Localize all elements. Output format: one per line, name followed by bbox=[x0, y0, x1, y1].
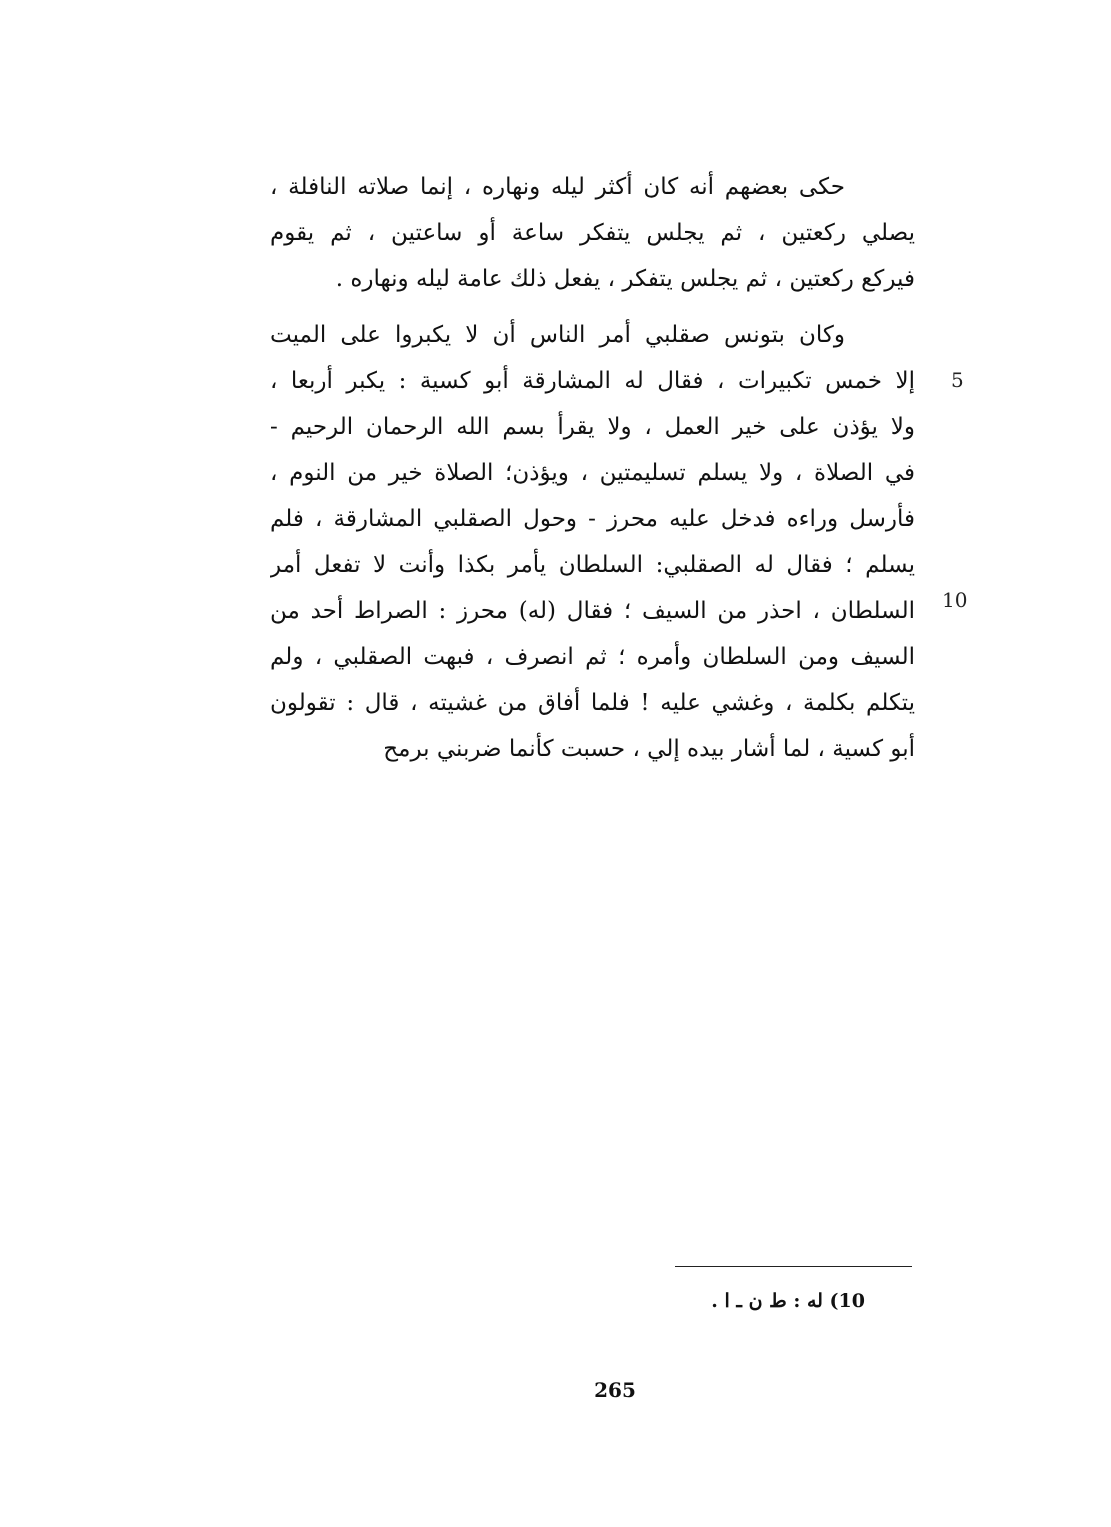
text-line: وكان بتونس صقلبي أمر الناس أن لا يكبروا على الميت bbox=[270, 322, 845, 348]
page-number: 265 bbox=[594, 1378, 636, 1402]
paragraph-2 bbox=[270, 312, 915, 772]
text-line: السيف ومن السلطان وأمره ؛ ثم انصرف ، فبهت الصقلبي ، ولم bbox=[270, 644, 915, 670]
text-line: يصلي ركعتين ، ثم يجلس يتفكر ساعة أو ساعتين ، ثم يقوم bbox=[270, 220, 915, 246]
text-line: أبو كسية ، لما أشار بيده إلي ، حسبت كأنما ضربني برمح bbox=[383, 736, 915, 762]
text-line: إلا خمس تكبيرات ، فقال له المشارقة أبو كسية : يكبر أربعا ، bbox=[270, 368, 915, 394]
paragraph-1 bbox=[270, 164, 915, 302]
line-number-5: 5 bbox=[951, 368, 964, 392]
text-line: يتكلم بكلمة ، وغشي عليه ! فلما أفاق من غشيته ، قال : تقولون bbox=[270, 690, 915, 716]
text-line: حكى بعضهم أنه كان أكثر ليله ونهاره ، إنما صلاته النافلة ، bbox=[270, 174, 845, 200]
text-line: السلطان ، احذر من السيف ؛ فقال (له) محرز : الصراط أحد من bbox=[270, 598, 915, 624]
footnote: 10) له : ط ن ـ ا . bbox=[711, 1290, 865, 1312]
text-line: في الصلاة ، ولا يسلم تسليمتين ، ويؤذن؛ الصلاة خير من النوم ، bbox=[270, 460, 915, 486]
text-line: فأرسل وراءه فدخل عليه محرز - وحول الصقلبي المشارقة ، فلم bbox=[270, 506, 915, 532]
text-line: يسلم ؛ فقال له الصقلبي: السلطان يأمر بكذا وأنت لا تفعل أمر bbox=[270, 552, 915, 578]
footnote-divider bbox=[675, 1266, 912, 1267]
text-line: فيركع ركعتين ، ثم يجلس يتفكر ، يفعل ذلك عامة ليله ونهاره . bbox=[335, 266, 915, 292]
line-number-10: 10 bbox=[942, 588, 968, 612]
text-line: ولا يؤذن على خير العمل ، ولا يقرأ بسم الله الرحمان الرحيم - bbox=[270, 414, 915, 440]
